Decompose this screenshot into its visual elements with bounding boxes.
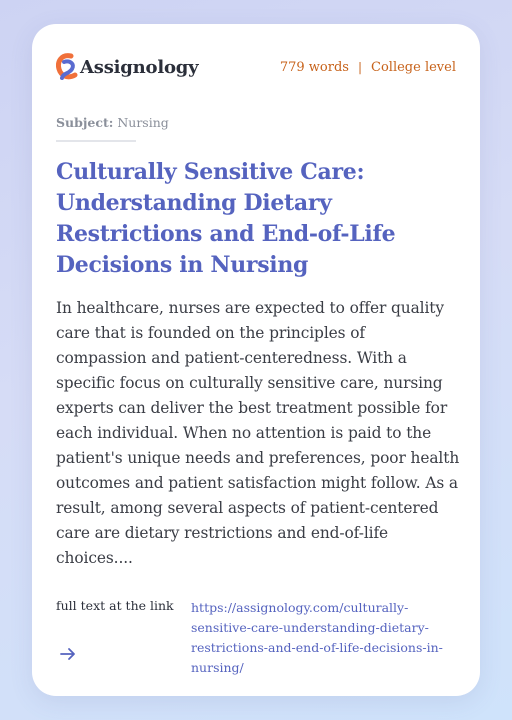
document-card [32,24,480,696]
card-header [56,48,456,86]
assignology-logo-icon [56,50,78,84]
subject-label: Subject: [56,115,114,130]
article-excerpt: In healthcare, nurses are expected to offer quality care that is founded on the principles of compassion and patient-centeredness. With a specific focus on culturally sensitive care, nursing experts can deliver the best treatment possible for each individual. When no attention is paid to the patient's unique needs and preferences, poor health outcomes and patient satisfaction might follow. As a result, among several aspects of patient-centered care are dietary restrictions and end-of-life choices.... [56,299,460,567]
document-meta [280,60,456,75]
brand-name: Assignology [80,56,199,78]
full-text-label: full text at the link [56,598,174,613]
subject-line [56,115,169,130]
arrow-right-icon[interactable] [58,644,78,664]
full-text-link[interactable]: https://assignology.com/culturally-sensitive-care-understanding-dietary-restrictions-and-end-of-life-decisions-in-nursing/ [191,600,443,675]
word-count: 779 words [279,59,349,75]
level-badge: College level [371,59,456,75]
meta-separator: | [357,60,363,74]
subject-value: Nursing [117,115,169,130]
subject-divider [56,140,136,142]
page-title: Culturally Sensitive Care: Understanding Dietary Restrictions and End-of-Life Decisions in Nursing [56,159,396,278]
brand-logo[interactable] [56,50,198,84]
